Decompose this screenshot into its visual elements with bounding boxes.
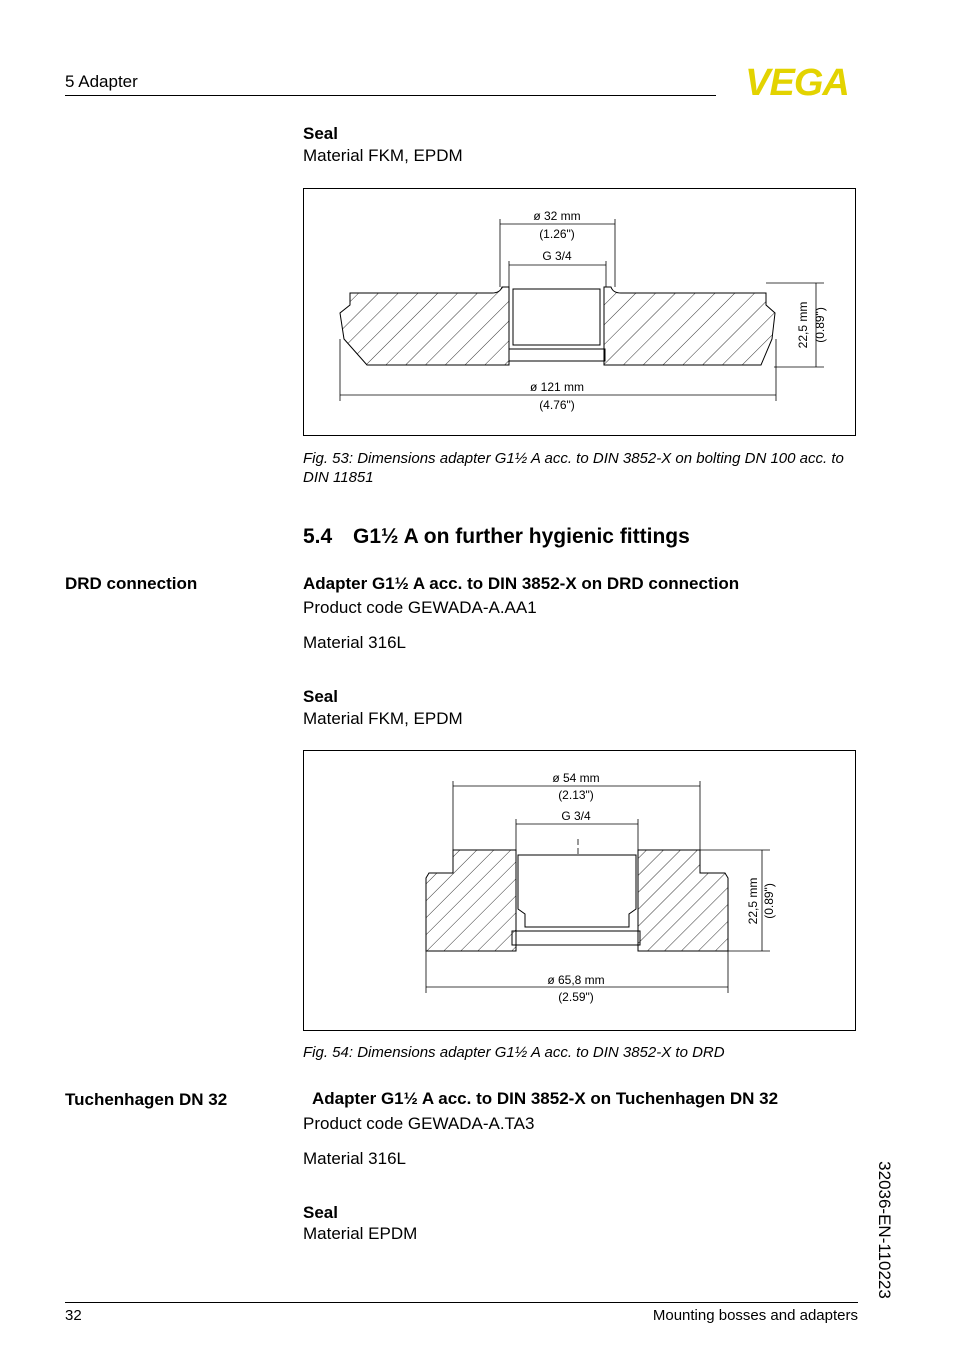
tuchenhagen-seal-material: Material EPDM [303, 1224, 418, 1243]
page-number: 32 [65, 1307, 82, 1324]
tuchenhagen-product-code: Product code GEWADA-A.TA3 [303, 1114, 535, 1133]
footer-rule [65, 1302, 858, 1303]
figure-54-caption: Fig. 54: Dimensions adapter G1½ A acc. to DIN 3852-X to DRD [303, 1044, 725, 1061]
fig53-bottom-mm: ø 121 mm [529, 380, 585, 394]
drd-seal-heading: Seal [303, 687, 338, 706]
figure-53-caption: Fig. 53: Dimensions adapter G1½ A acc. to DIN 3852-X on bolting DN 100 acc. to DIN 11851 [303, 450, 844, 486]
fig53-height-in: (0.89") [813, 307, 827, 343]
document-id [873, 1158, 897, 1303]
fig54-bottom-mm: ø 65,8 mm [547, 973, 605, 987]
tuchenhagen-seal-heading: Seal [303, 1203, 338, 1222]
chapter-header: 5 Adapter [65, 72, 138, 91]
tuchenhagen-material: Material 316L [303, 1149, 407, 1168]
fig54-top-mm: ø 54 mm [552, 771, 600, 785]
fig54-height-mm: 22,5 mm [746, 877, 760, 925]
drd-material: Material 316L [303, 633, 407, 652]
fig53-bottom-in: (4.76") [539, 398, 575, 412]
drd-seal-material: Material FKM, EPDM [303, 709, 463, 728]
seal-material-1: Material FKM, EPDM [303, 146, 463, 165]
drd-heading: Adapter G1½ A acc. to DIN 3852-X on DRD connection [303, 574, 740, 593]
figure-53-drawing [303, 188, 856, 436]
footer-title: Mounting bosses and adapters [652, 1307, 858, 1324]
fig54-bottom-in: (2.59") [558, 990, 594, 1004]
side-label-drd: DRD connection [65, 574, 198, 593]
seal-heading-1: Seal [303, 124, 338, 143]
fig53-top-in: (1.26") [539, 227, 575, 241]
fig53-top-mm: ø 32 mm [533, 209, 581, 223]
header-rule [65, 95, 716, 96]
tuchenhagen-heading: Adapter G1½ A acc. to DIN 3852-X on Tuchenhagen DN 32 [312, 1089, 779, 1108]
section-title-text: G1½ A on further hygienic fittings [353, 525, 690, 548]
fig54-thread: G 3/4 [561, 809, 591, 823]
drd-product-code: Product code GEWADA-A.AA1 [303, 598, 537, 617]
side-label-tuchenhagen: Tuchenhagen DN 32 [65, 1090, 228, 1109]
vega-logo-text: VEGA [745, 62, 849, 100]
vega-logo [735, 62, 859, 100]
fig53-thread: G 3/4 [542, 249, 572, 263]
figure-54-drawing [303, 750, 856, 1031]
fig54-top-in: (2.13") [558, 788, 594, 802]
section-number: 5.4 [303, 525, 333, 548]
fig53-height-mm: 22,5 mm [796, 301, 810, 349]
fig54-height-in: (0.89") [762, 883, 776, 919]
document-id-text: 32036-EN-110223 [875, 1161, 894, 1299]
section-title [303, 525, 690, 549]
